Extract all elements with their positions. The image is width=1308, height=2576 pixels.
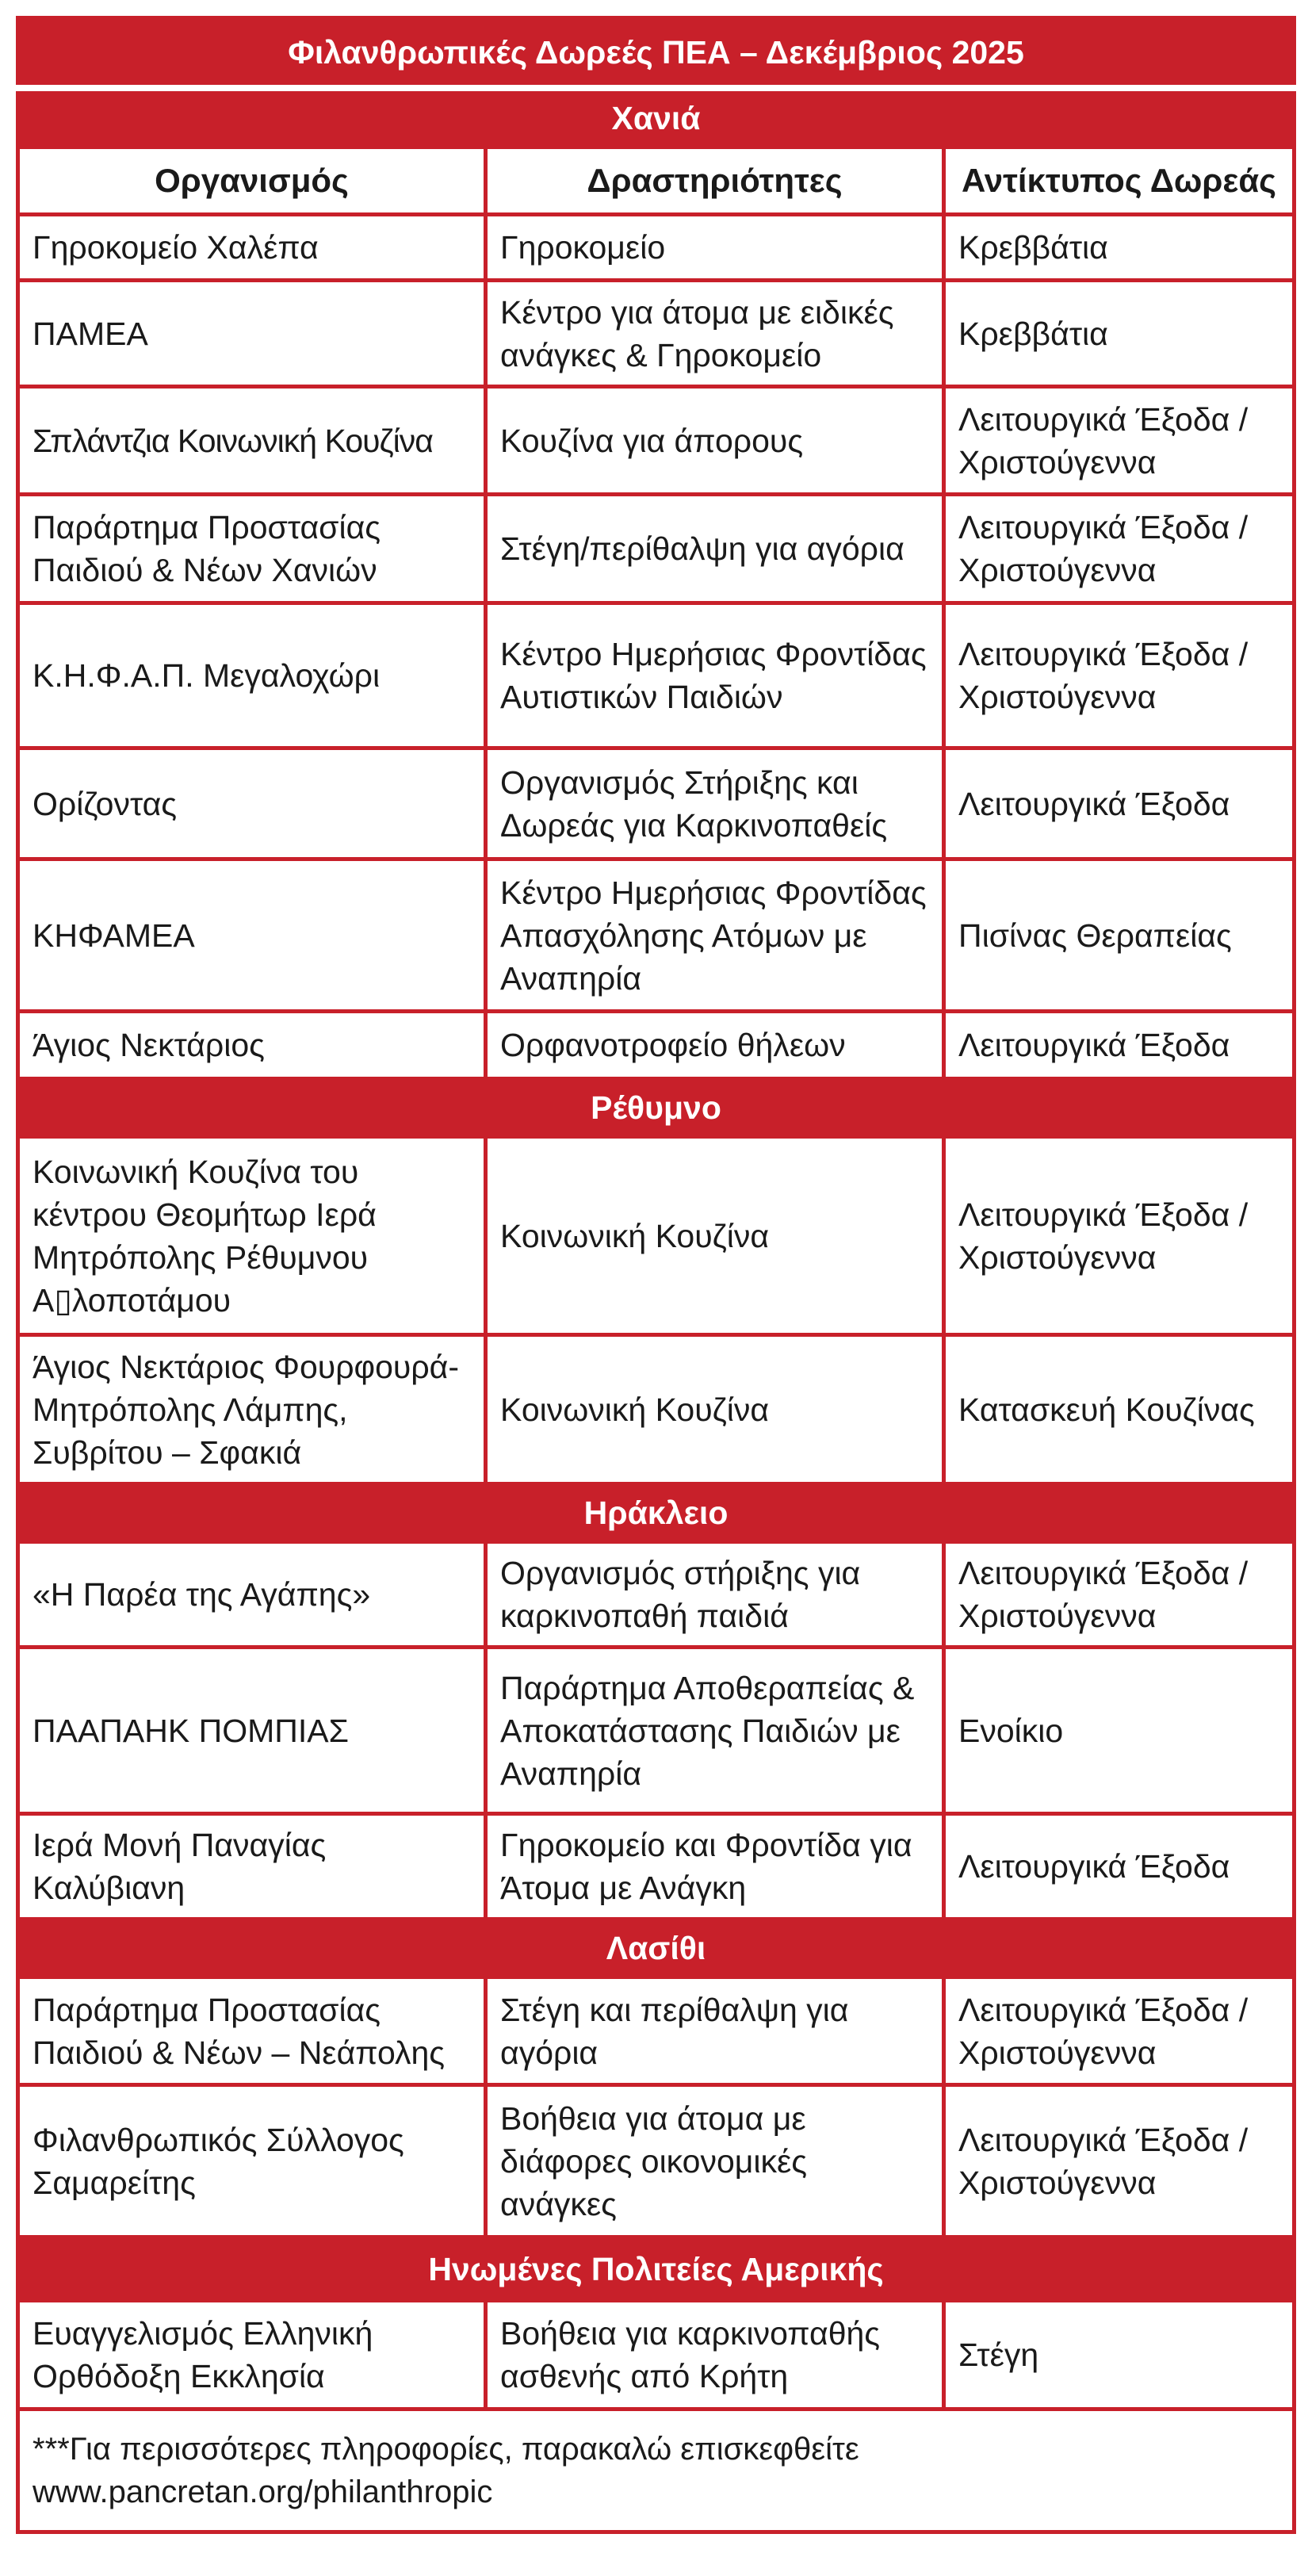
table-row	[18, 1814, 1295, 1920]
cell-activities: Κουζίνα για άπορους	[486, 387, 944, 495]
column-header-activities: Δραστηριότητες	[486, 147, 944, 215]
table-row	[18, 2085, 1295, 2237]
footer-note: ***Για περισσότερες πληροφορίες, παρακαλώ επισκεφθείτε	[33, 2432, 859, 2467]
cell-activities: Κέντρο Ημερήσιας Φροντίδας Αυτιστικών Παιδιών	[486, 603, 944, 748]
cell-impact: Λειτουργικά Έξοδα / Χριστούγεννα	[944, 1137, 1295, 1335]
cell-organization: Ιερά Μονή Παναγίας Καλύβιανη	[18, 1814, 486, 1920]
region-title: Χανιά	[18, 88, 1295, 147]
cell-organization: ΠΑΜΕΑ	[18, 281, 486, 387]
cell-activities: Στέγη/περίθαλψη για αγόρια	[486, 495, 944, 603]
region-title: Ηράκλειο	[18, 1484, 1295, 1542]
cell-organization: Ορίζοντας	[18, 748, 486, 859]
page-title: Φιλανθρωπικές Δωρεές ΠΕΑ – Δεκέμβριος 2025	[18, 18, 1295, 89]
table-row	[18, 1977, 1295, 2085]
cell-organization: Ευαγγελισμός Ελληνική Ορθόδοξη Εκκλησία	[18, 2301, 486, 2409]
cell-organization: Κοινωνική Κουζίνα του κέντρου Θεομήτωρ Ιερά Μητρόπολης Ρέθυμνου Α▯λοποτάμου	[18, 1137, 486, 1335]
footer-link[interactable]: www.pancretan.org/philanthropic	[33, 2475, 493, 2509]
cell-impact: Λειτουργικά Έξοδα	[944, 748, 1295, 859]
cell-impact: Λειτουργικά Έξοδα / Χριστούγεννα	[944, 603, 1295, 748]
cell-organization: «Η Παρέα της Αγάπης»	[18, 1542, 486, 1648]
column-header-row	[18, 147, 1295, 215]
cell-activities: Βοήθεια για καρκινοπαθής ασθενής από Κρήτη	[486, 2301, 944, 2409]
cell-impact: Λειτουργικά Έξοδα	[944, 1012, 1295, 1079]
cell-organization: Παράρτημα Προστασίας Παιδιού & Νέων Χανιών	[18, 495, 486, 603]
table-row	[18, 387, 1295, 495]
table-row	[18, 859, 1295, 1012]
cell-impact: Λειτουργικά Έξοδα / Χριστούγεννα	[944, 495, 1295, 603]
cell-activities: Γηροκομείο	[486, 215, 944, 281]
cell-impact: Λειτουργικά Έξοδα / Χριστούγεννα	[944, 387, 1295, 495]
cell-organization: ΠΑΑΠΑΗΚ ΠΟΜΠΙΑΣ	[18, 1648, 486, 1814]
table-row	[18, 1012, 1295, 1079]
cell-organization: ΚΗΦΑΜΕΑ	[18, 859, 486, 1012]
cell-impact: Λειτουργικά Έξοδα / Χριστούγεννα	[944, 1542, 1295, 1648]
table-row	[18, 281, 1295, 387]
table-row	[18, 2301, 1295, 2409]
table-row	[18, 1648, 1295, 1814]
cell-activities: Κοινωνική Κουζίνα	[486, 1137, 944, 1335]
cell-impact: Πισίνας Θεραπείας	[944, 859, 1295, 1012]
table-row	[18, 748, 1295, 859]
cell-organization: Σπλάντζια Κοινωνική Κουζίνα	[18, 387, 486, 495]
cell-activities: Οργανισμός στήριξης για καρκινοπαθή παιδιά	[486, 1542, 944, 1648]
region-title: Ηνωμένες Πολιτείες Αμερικής	[18, 2237, 1295, 2301]
region-header-row	[18, 1920, 1295, 1977]
cell-impact: Στέγη	[944, 2301, 1295, 2409]
region-header-row	[18, 1079, 1295, 1137]
table-row	[18, 603, 1295, 748]
footer-cell	[18, 2409, 1295, 2532]
region-title: Ρέθυμνο	[18, 1079, 1295, 1137]
cell-organization: Άγιος Νεκτάριος	[18, 1012, 486, 1079]
cell-impact: Λειτουργικά Έξοδα / Χριστούγεννα	[944, 2085, 1295, 2237]
region-header-row	[18, 1484, 1295, 1542]
cell-impact: Λειτουργικά Έξοδα	[944, 1814, 1295, 1920]
cell-activities: Κοινωνική Κουζίνα	[486, 1335, 944, 1484]
region-header-row	[18, 2237, 1295, 2301]
cell-activities: Παράρτημα Αποθεραπείας & Αποκατάστασης Παιδιών με Αναπηρία	[486, 1648, 944, 1814]
cell-activities: Κέντρο για άτομα με ειδικές ανάγκες & Γηροκομείο	[486, 281, 944, 387]
region-header-row	[18, 88, 1295, 147]
cell-impact: Ενοίκιο	[944, 1648, 1295, 1814]
column-header-organization: Οργανισμός	[18, 147, 486, 215]
table-row	[18, 215, 1295, 281]
cell-impact: Λειτουργικά Έξοδα / Χριστούγεννα	[944, 1977, 1295, 2085]
cell-activities: Βοήθεια για άτομα με διάφορες οικονομικές ανάγκες	[486, 2085, 944, 2237]
donations-sheet	[16, 16, 1292, 2534]
cell-organization: Άγιος Νεκτάριος Φουρφουρά-Μητρόπολης Λάμπης, Συβρίτου – Σφακιά	[18, 1335, 486, 1484]
cell-organization: Παράρτημα Προστασίας Παιδιού & Νέων – Νεάπολης	[18, 1977, 486, 2085]
column-header-impact: Αντίκτυπος Δωρεάς	[944, 147, 1295, 215]
cell-activities: Στέγη και περίθαλψη για αγόρια	[486, 1977, 944, 2085]
table-row	[18, 1335, 1295, 1484]
table-row	[18, 495, 1295, 603]
cell-organization: Φιλανθρωπικός Σύλλογος Σαμαρείτης	[18, 2085, 486, 2237]
cell-activities: Κέντρο Ημερήσιας Φροντίδας Απασχόλησης Ατόμων με Αναπηρία	[486, 859, 944, 1012]
cell-activities: Ορφανοτροφείο θήλεων	[486, 1012, 944, 1079]
cell-activities: Οργανισμός Στήριξης και Δωρεάς για Καρκινοπαθείς	[486, 748, 944, 859]
cell-impact: Κρεββάτια	[944, 215, 1295, 281]
cell-organization: Γηροκομείο Χαλέπα	[18, 215, 486, 281]
title-row	[18, 18, 1295, 89]
cell-activities: Γηροκομείο και Φροντίδα για Άτομα με Ανάγκη	[486, 1814, 944, 1920]
table-row	[18, 1137, 1295, 1335]
donations-table	[16, 16, 1296, 2534]
footer-row	[18, 2409, 1295, 2532]
region-title: Λασίθι	[18, 1920, 1295, 1977]
cell-impact: Κατασκευή Κουζίνας	[944, 1335, 1295, 1484]
table-row	[18, 1542, 1295, 1648]
cell-impact: Κρεββάτια	[944, 281, 1295, 387]
cell-organization: Κ.Η.Φ.Α.Π. Μεγαλοχώρι	[18, 603, 486, 748]
